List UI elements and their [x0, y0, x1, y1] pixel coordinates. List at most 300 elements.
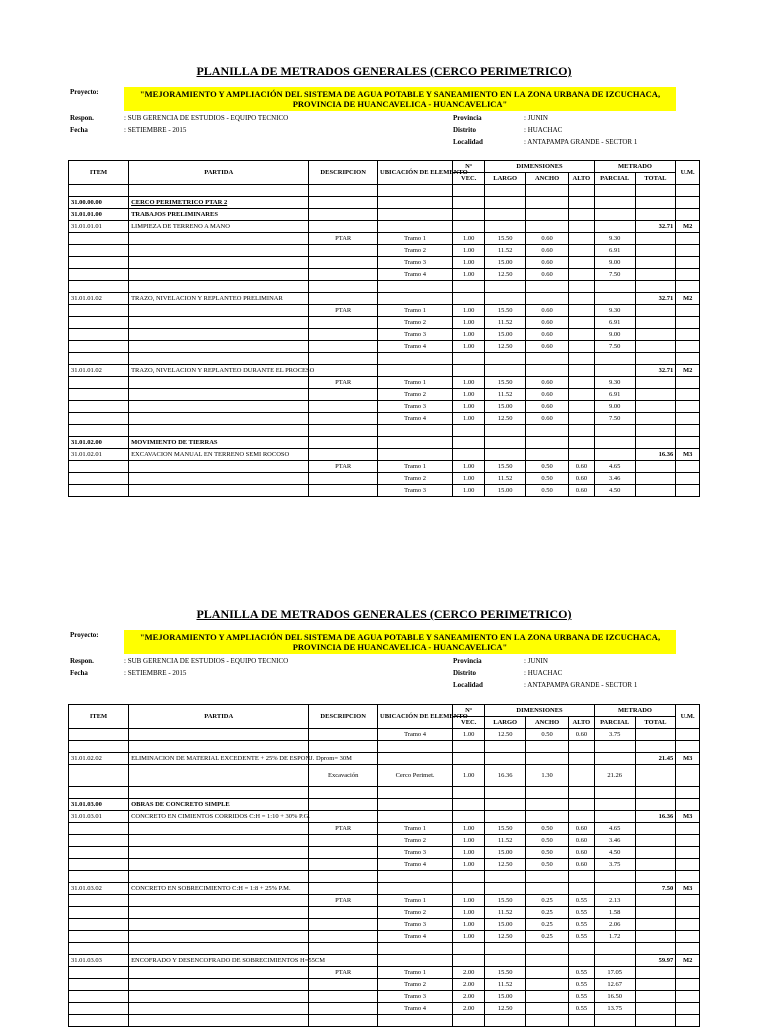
- row-um: M2: [676, 365, 700, 377]
- measure-row: [69, 967, 700, 979]
- row-alto: [569, 293, 595, 305]
- row-um: [676, 931, 700, 943]
- row-parcial: 12.67: [594, 979, 635, 991]
- row-partida: [129, 823, 309, 835]
- row-item: [69, 1003, 129, 1015]
- row-descripcion: [309, 257, 378, 269]
- header-total: TOTAL: [635, 717, 676, 729]
- row-ubicacion: Tramo 2: [378, 835, 453, 847]
- row-ancho: 0.25: [526, 907, 569, 919]
- row-partida: [129, 281, 309, 293]
- row-item: [69, 377, 129, 389]
- row-nvec: [453, 353, 485, 365]
- row-ancho: [526, 209, 569, 221]
- measure-row: [69, 377, 700, 389]
- row-ancho: 1.30: [526, 765, 569, 787]
- row-descripcion: [309, 401, 378, 413]
- row-ubicacion: Tramo 1: [378, 967, 453, 979]
- row-descripcion: [309, 281, 378, 293]
- row-item: [69, 233, 129, 245]
- row-parcial: [594, 197, 635, 209]
- sheet-title: PLANILLA DE METRADOS GENERALES (CERCO PERIMETRICO): [196, 64, 572, 78]
- row-parcial: 7.50: [594, 413, 635, 425]
- row-item: [69, 341, 129, 353]
- row-parcial: [594, 883, 635, 895]
- row-largo: [485, 197, 526, 209]
- row-partida: TRAZO, NIVELACION Y REPLANTEO DURANTE EL PROCESO: [129, 365, 309, 377]
- row-largo: [485, 811, 526, 823]
- row-ubicacion: Tramo 2: [378, 473, 453, 485]
- row-ancho: 0.60: [526, 377, 569, 389]
- row-ancho: [526, 281, 569, 293]
- row-total: 16.36: [635, 449, 676, 461]
- item-row: [69, 365, 700, 377]
- row-ancho: 0.50: [526, 847, 569, 859]
- row-partida: [129, 245, 309, 257]
- row-ubicacion: Tramo 1: [378, 823, 453, 835]
- item-row: [69, 221, 700, 233]
- row-um: [676, 835, 700, 847]
- row-nvec: [453, 883, 485, 895]
- row-um: [676, 907, 700, 919]
- group-row: [69, 799, 700, 811]
- row-parcial: [594, 365, 635, 377]
- row-partida: [129, 979, 309, 991]
- row-parcial: [594, 437, 635, 449]
- localidad-value: : ANTAPAMPA GRANDE - SECTOR 1: [524, 138, 638, 146]
- row-um: [676, 765, 700, 787]
- header-descripcion: DESCRIPCION: [309, 705, 378, 729]
- row-ubicacion: Tramo 1: [378, 461, 453, 473]
- blank-row: [69, 787, 700, 799]
- row-nvec: 1.00: [453, 823, 485, 835]
- row-parcial: 6.91: [594, 245, 635, 257]
- row-item: [69, 485, 129, 497]
- row-alto: [569, 765, 595, 787]
- row-partida: [129, 425, 309, 437]
- row-largo: 15.00: [485, 847, 526, 859]
- blank-row: [69, 425, 700, 437]
- row-nvec: 1.00: [453, 377, 485, 389]
- row-partida: [129, 353, 309, 365]
- row-um: [676, 991, 700, 1003]
- row-descripcion: [309, 293, 378, 305]
- row-ancho: [526, 883, 569, 895]
- row-total: [635, 787, 676, 799]
- row-item: [69, 425, 129, 437]
- row-ubicacion: [378, 281, 453, 293]
- row-item: [69, 919, 129, 931]
- row-partida: TRAZO, NIVELACION Y REPLANTEO PRELIMINAR: [129, 293, 309, 305]
- row-nvec: 2.00: [453, 979, 485, 991]
- row-ancho: [526, 1003, 569, 1015]
- blank-row: [69, 943, 700, 955]
- row-descripcion: PTAR: [309, 305, 378, 317]
- row-descripcion: [309, 979, 378, 991]
- row-um: [676, 401, 700, 413]
- row-largo: [485, 955, 526, 967]
- row-total: 32.71: [635, 293, 676, 305]
- row-ancho: 0.50: [526, 473, 569, 485]
- row-ancho: [526, 787, 569, 799]
- row-parcial: [594, 811, 635, 823]
- row-ancho: [526, 425, 569, 437]
- row-nvec: 1.00: [453, 485, 485, 497]
- row-item: [69, 787, 129, 799]
- row-item: [69, 329, 129, 341]
- row-total: [635, 729, 676, 741]
- row-nvec: 2.00: [453, 967, 485, 979]
- measure-row: [69, 919, 700, 931]
- header-nvec-top: N°: [453, 705, 485, 717]
- row-um: [676, 859, 700, 871]
- row-partida: [129, 991, 309, 1003]
- row-alto: 0.60: [569, 485, 595, 497]
- distrito-label: Distrito: [453, 126, 476, 134]
- row-parcial: 4.50: [594, 485, 635, 497]
- row-ancho: 0.60: [526, 341, 569, 353]
- row-ancho: 0.60: [526, 233, 569, 245]
- measure-row: [69, 413, 700, 425]
- row-item: [69, 907, 129, 919]
- row-total: [635, 341, 676, 353]
- row-parcial: [594, 425, 635, 437]
- row-total: [635, 233, 676, 245]
- row-descripcion: [309, 835, 378, 847]
- row-parcial: 1.58: [594, 907, 635, 919]
- row-largo: [485, 281, 526, 293]
- row-parcial: 16.50: [594, 991, 635, 1003]
- row-ubicacion: [378, 955, 453, 967]
- row-alto: [569, 389, 595, 401]
- row-alto: [569, 245, 595, 257]
- row-parcial: [594, 353, 635, 365]
- row-parcial: 9.30: [594, 305, 635, 317]
- row-nvec: 1.00: [453, 305, 485, 317]
- row-largo: [485, 883, 526, 895]
- row-partida: [129, 485, 309, 497]
- row-item: [69, 741, 129, 753]
- row-largo: 15.50: [485, 377, 526, 389]
- row-um: [676, 233, 700, 245]
- row-ancho: [526, 753, 569, 765]
- row-descripcion: [309, 245, 378, 257]
- item-row: [69, 753, 700, 765]
- row-parcial: 2.13: [594, 895, 635, 907]
- row-um: M2: [676, 293, 700, 305]
- row-descripcion: PTAR: [309, 233, 378, 245]
- row-descripcion: [309, 353, 378, 365]
- row-descripcion: [309, 847, 378, 859]
- distrito-value: : HUACHAC: [524, 669, 563, 677]
- row-nvec: 1.00: [453, 473, 485, 485]
- row-alto: [569, 185, 595, 197]
- row-parcial: [594, 955, 635, 967]
- row-partida: [129, 931, 309, 943]
- row-parcial: [594, 449, 635, 461]
- row-total: [635, 967, 676, 979]
- row-alto: 0.55: [569, 979, 595, 991]
- row-ubicacion: [378, 871, 453, 883]
- fecha-value: : SETIEMBRE - 2015: [124, 126, 187, 134]
- header-metrado: METRADO: [594, 705, 676, 717]
- header-total: TOTAL: [635, 173, 676, 185]
- row-ancho: 0.60: [526, 269, 569, 281]
- row-largo: [485, 365, 526, 377]
- row-descripcion: [309, 943, 378, 955]
- row-ancho: [526, 871, 569, 883]
- proyecto-label: Proyecto:: [70, 88, 99, 96]
- measure-row: [69, 835, 700, 847]
- row-item: [69, 461, 129, 473]
- row-largo: [485, 209, 526, 221]
- header-um: U.M.: [676, 705, 700, 729]
- row-ubicacion: [378, 197, 453, 209]
- row-alto: 0.55: [569, 919, 595, 931]
- row-alto: [569, 305, 595, 317]
- row-partida: [129, 847, 309, 859]
- row-partida: ELIMINACION DE MATERIAL EXCEDENTE + 25% DE ESPONJ. Dprom= 30M: [129, 753, 309, 765]
- row-ubicacion: Tramo 1: [378, 233, 453, 245]
- row-item: [69, 353, 129, 365]
- row-ubicacion: Tramo 4: [378, 413, 453, 425]
- row-largo: [485, 753, 526, 765]
- row-descripcion: PTAR: [309, 895, 378, 907]
- row-um: [676, 413, 700, 425]
- row-ancho: [526, 1015, 569, 1027]
- row-um: [676, 209, 700, 221]
- row-descripcion: [309, 317, 378, 329]
- row-total: 32.71: [635, 365, 676, 377]
- row-largo: 11.52: [485, 835, 526, 847]
- row-total: [635, 847, 676, 859]
- row-partida: ENCOFRADO Y DESENCOFRADO DE SOBRECIMIENTOS H=55CM: [129, 955, 309, 967]
- row-ancho: [526, 197, 569, 209]
- row-descripcion: [309, 859, 378, 871]
- row-partida: [129, 317, 309, 329]
- row-alto: [569, 741, 595, 753]
- row-total: [635, 741, 676, 753]
- row-ubicacion: Tramo 3: [378, 401, 453, 413]
- row-ubicacion: Tramo 3: [378, 991, 453, 1003]
- row-alto: [569, 329, 595, 341]
- measure-row: [69, 895, 700, 907]
- row-ubicacion: [378, 811, 453, 823]
- measure-row: [69, 847, 700, 859]
- row-um: [676, 437, 700, 449]
- row-ancho: [526, 185, 569, 197]
- measure-row: [69, 991, 700, 1003]
- row-alto: 0.60: [569, 461, 595, 473]
- row-ancho: 0.25: [526, 919, 569, 931]
- row-ancho: [526, 991, 569, 1003]
- row-ancho: 0.50: [526, 859, 569, 871]
- header-um: U.M.: [676, 161, 700, 185]
- row-total: [635, 765, 676, 787]
- row-total: [635, 329, 676, 341]
- item-row: [69, 955, 700, 967]
- measure-row: [69, 859, 700, 871]
- row-largo: 15.50: [485, 461, 526, 473]
- row-item: 31.01.01.02: [69, 365, 129, 377]
- row-alto: 0.55: [569, 895, 595, 907]
- provincia-value: : JUNIN: [524, 114, 548, 122]
- row-descripcion: [309, 365, 378, 377]
- row-alto: [569, 209, 595, 221]
- row-item: [69, 859, 129, 871]
- row-descripcion: [309, 341, 378, 353]
- row-ubicacion: [378, 221, 453, 233]
- row-descripcion: [309, 907, 378, 919]
- row-descripcion: [309, 919, 378, 931]
- row-total: 59.97: [635, 955, 676, 967]
- header-parcial: PARCIAL: [594, 173, 635, 185]
- row-parcial: 6.91: [594, 317, 635, 329]
- row-um: [676, 799, 700, 811]
- blank-row: [69, 353, 700, 365]
- row-item: 31.01.01.02: [69, 293, 129, 305]
- proyecto-label: Proyecto:: [70, 631, 99, 639]
- row-ancho: [526, 353, 569, 365]
- row-um: M2: [676, 955, 700, 967]
- row-um: [676, 979, 700, 991]
- row-item: [69, 305, 129, 317]
- row-ancho: [526, 943, 569, 955]
- row-nvec: [453, 197, 485, 209]
- row-total: [635, 991, 676, 1003]
- row-alto: 0.60: [569, 847, 595, 859]
- header-item: ITEM: [69, 161, 129, 185]
- row-ubicacion: [378, 753, 453, 765]
- header-descripcion: DESCRIPCION: [309, 161, 378, 185]
- row-largo: [485, 799, 526, 811]
- header-ancho: ANCHO: [526, 717, 569, 729]
- row-alto: [569, 317, 595, 329]
- row-item: [69, 389, 129, 401]
- row-ubicacion: Tramo 4: [378, 859, 453, 871]
- item-row: [69, 449, 700, 461]
- header-item: ITEM: [69, 705, 129, 729]
- row-alto: [569, 233, 595, 245]
- row-ancho: 0.60: [526, 389, 569, 401]
- row-alto: 0.55: [569, 991, 595, 1003]
- row-partida: [129, 341, 309, 353]
- sheet-title: PLANILLA DE METRADOS GENERALES (CERCO PERIMETRICO): [196, 607, 572, 621]
- row-total: [635, 389, 676, 401]
- group-row: [69, 209, 700, 221]
- row-partida: [129, 871, 309, 883]
- row-item: [69, 401, 129, 413]
- row-parcial: 9.00: [594, 401, 635, 413]
- row-largo: 11.52: [485, 389, 526, 401]
- row-um: [676, 473, 700, 485]
- row-ubicacion: Tramo 3: [378, 847, 453, 859]
- row-ancho: 0.25: [526, 895, 569, 907]
- row-nvec: 1.00: [453, 859, 485, 871]
- row-ubicacion: [378, 293, 453, 305]
- row-nvec: 1.00: [453, 413, 485, 425]
- row-um: [676, 269, 700, 281]
- row-alto: 0.60: [569, 729, 595, 741]
- row-partida: CERCO PERIMETRICO PTAR 2: [129, 197, 309, 209]
- row-ubicacion: Tramo 3: [378, 919, 453, 931]
- row-item: [69, 729, 129, 741]
- proyecto-banner: "MEJORAMIENTO Y AMPLIACIÓN DEL SISTEMA DE AGUA POTABLE Y SANEAMIENTO EN LA ZONA URBANA DE IZCUCHACA, PROVINCIA DE HUANCAVELICA - HUANCAVELICA": [124, 630, 676, 654]
- row-total: [635, 305, 676, 317]
- row-total: 21.45: [635, 753, 676, 765]
- row-ubicacion: [378, 787, 453, 799]
- row-alto: [569, 365, 595, 377]
- row-largo: 15.50: [485, 967, 526, 979]
- row-parcial: 21.26: [594, 765, 635, 787]
- row-item: [69, 269, 129, 281]
- row-nvec: [453, 185, 485, 197]
- row-largo: 15.00: [485, 485, 526, 497]
- row-um: M3: [676, 753, 700, 765]
- row-largo: 15.00: [485, 919, 526, 931]
- row-nvec: [453, 221, 485, 233]
- row-item: 31.01.03.03: [69, 955, 129, 967]
- row-ancho: 0.50: [526, 823, 569, 835]
- row-um: [676, 257, 700, 269]
- row-alto: 0.60: [569, 859, 595, 871]
- row-alto: [569, 1015, 595, 1027]
- row-partida: MOVIMIENTO DE TIERRAS: [129, 437, 309, 449]
- row-partida: [129, 895, 309, 907]
- row-nvec: 1.00: [453, 895, 485, 907]
- row-nvec: 1.00: [453, 461, 485, 473]
- row-parcial: 4.50: [594, 847, 635, 859]
- row-ancho: [526, 979, 569, 991]
- row-ubicacion: Tramo 4: [378, 1003, 453, 1015]
- row-um: [676, 967, 700, 979]
- row-total: [635, 353, 676, 365]
- row-ancho: 0.50: [526, 485, 569, 497]
- row-largo: 15.50: [485, 305, 526, 317]
- row-nvec: 1.00: [453, 907, 485, 919]
- fecha-value: : SETIEMBRE - 2015: [124, 669, 187, 677]
- respon-value: : SUB GERENCIA DE ESTUDIOS - EQUIPO TECNICO: [124, 657, 289, 665]
- row-um: [676, 341, 700, 353]
- row-alto: [569, 753, 595, 765]
- row-item: [69, 185, 129, 197]
- row-parcial: [594, 871, 635, 883]
- row-ancho: [526, 955, 569, 967]
- metrados-table: [68, 160, 700, 497]
- blank-row: [69, 741, 700, 753]
- row-partida: [129, 401, 309, 413]
- row-total: [635, 871, 676, 883]
- row-nvec: 1.00: [453, 317, 485, 329]
- row-total: [635, 209, 676, 221]
- row-item: 31.01.02.02: [69, 753, 129, 765]
- localidad-label: Localidad: [453, 681, 483, 689]
- row-descripcion: [309, 185, 378, 197]
- row-item: 31.01.03.01: [69, 811, 129, 823]
- row-nvec: 1.00: [453, 919, 485, 931]
- row-nvec: 2.00: [453, 991, 485, 1003]
- row-parcial: 7.50: [594, 341, 635, 353]
- row-total: [635, 317, 676, 329]
- row-item: [69, 835, 129, 847]
- row-total: [635, 197, 676, 209]
- header-partida: PARTIDA: [129, 161, 309, 185]
- row-partida: [129, 185, 309, 197]
- row-nvec: [453, 811, 485, 823]
- row-ubicacion: [378, 425, 453, 437]
- row-nvec: [453, 871, 485, 883]
- row-ubicacion: Tramo 2: [378, 317, 453, 329]
